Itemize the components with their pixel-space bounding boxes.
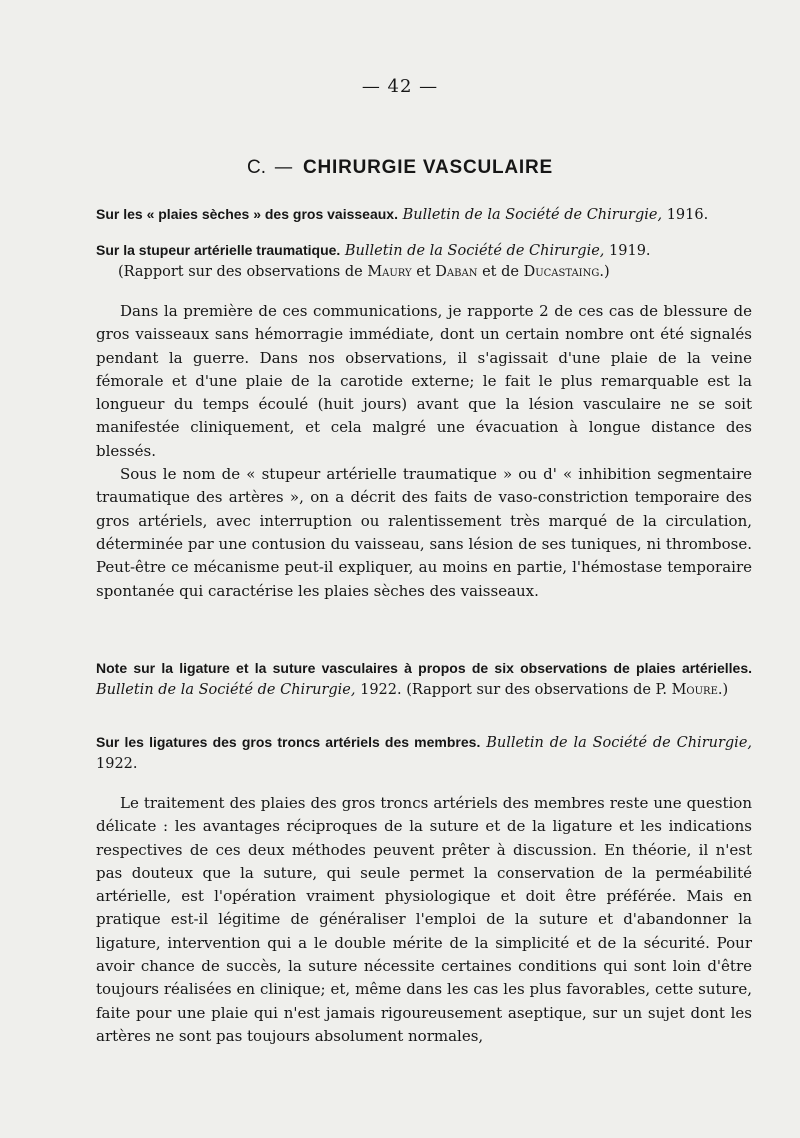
reference-year: 1916. — [666, 207, 709, 223]
note-suffix: .) — [599, 264, 610, 280]
reference-journal: Bulletin de la Société de Chirurgie, — [96, 682, 356, 698]
reference-title: Sur les « plaies sèches » des gros vaisseaux. — [96, 206, 398, 222]
reference-journal: Bulletin de la Société de Chirurgie, — [402, 207, 663, 223]
note-prefix: (Rapport sur des observations de — [118, 264, 363, 280]
paragraph: Le traitement des plaies des gros troncs artériels des membres reste une question délicate : les avantages réciproques de la suture et de la ligature et les indications respectives de ces deux méthodes peuvent prêter à discussion. En théorie, il n'est pas douteux que la suture, qui seule permet la conservation de la perméabilité artérielle, est l'opération vraiment physiologique et doit être préférée. Mais en pratique est-il légitime de généraliser l'emploi de la suture et d'abandonner la ligature, intervention qui a le double mérite de la simplicité et de la sécurité. Pour avoir chance de succès, la suture nécessite certaines conditions qui sont loin d'être toujours réalisées en clinique; et, même dans les cas les plus favorables, cette suture, faite pour une plaie qui n'est jamais rigoureusement aseptique, sur un sujet dont les artères ne sont pas toujours absolument normales, — [96, 794, 752, 1045]
reference-title: Sur les ligatures des gros troncs artériels des membres. — [96, 734, 481, 750]
reference-journal: Bulletin de la Société de Chirurgie, — [344, 243, 605, 259]
note-conjunction: et — [416, 264, 431, 280]
body-text-1 — [96, 300, 752, 603]
reference-journal: Bulletin de la Société de Chirurgie, — [486, 735, 753, 751]
note-prefix: (Rapport sur des observations de P. — [406, 682, 667, 698]
reference-year: 1922. — [96, 756, 138, 772]
body-text-2 — [96, 792, 752, 1048]
paragraph: Sous le nom de « stupeur artérielle traumatique » ou d' « inhibition segmentaire traumatique des artères », on a décrit des faits de vaso-constriction temporaire des gros artériels, avec interruption ou ralentissement très marqué de la circulation, déterminée par une contusion du vaisseau, sans lésion de ses tuniques, ni thrombose. Peut-être ce mécanisme peut-il expliquer, au moins en partie, l'hémostase temporaire spontanée qui caractérise les plaies sèches des vaisseaux. — [96, 465, 752, 600]
note-suffix: .) — [717, 682, 729, 698]
reference-note — [96, 262, 752, 283]
reference-year: 1922. — [360, 682, 402, 698]
reference-ligatures-gros-troncs — [96, 732, 752, 775]
reference-plaies-seches — [96, 204, 752, 226]
author-daban: Daban — [435, 264, 478, 280]
reference-title: Sur la stupeur artérielle traumatique. — [96, 242, 341, 258]
page-number: — 42 — — [361, 76, 439, 97]
author-ducastaing: Ducastaing — [523, 264, 600, 280]
reference-title: Note sur la ligature et la suture vasculaires à propos de six observations de plaies artérielles. — [96, 660, 752, 676]
paragraph: Dans la première de ces communications, je rapporte 2 de ces cas de blessure de gros vaisseaux sans hémorragie immédiate, dont un certain nombre ont été signalés pendant la guerre. Dans nos observations, il s'agissait d'une plaie de la veine fémorale et d'une plaie de la carotide externe; le fait le plus remarquable est la longueur du temps écoulé (huit jours) avant que la lésion vasculaire ne se soit manifestée cliniquement, et cela malgré une évacuation à longue distance des blessés. — [96, 302, 752, 460]
note-conjunction: et de — [482, 264, 519, 280]
reference-ligature-suture — [96, 658, 752, 701]
section-letter: C. — [247, 157, 266, 178]
reference-year: 1919. — [609, 243, 651, 259]
author-moure: Moure — [671, 682, 718, 698]
section-heading — [0, 156, 800, 179]
reference-stupeur-arterielle — [96, 240, 752, 283]
author-maury: Maury — [367, 264, 412, 280]
section-dash: — — [274, 156, 293, 178]
section-title: CHIRURGIE VASCULAIRE — [303, 157, 553, 178]
